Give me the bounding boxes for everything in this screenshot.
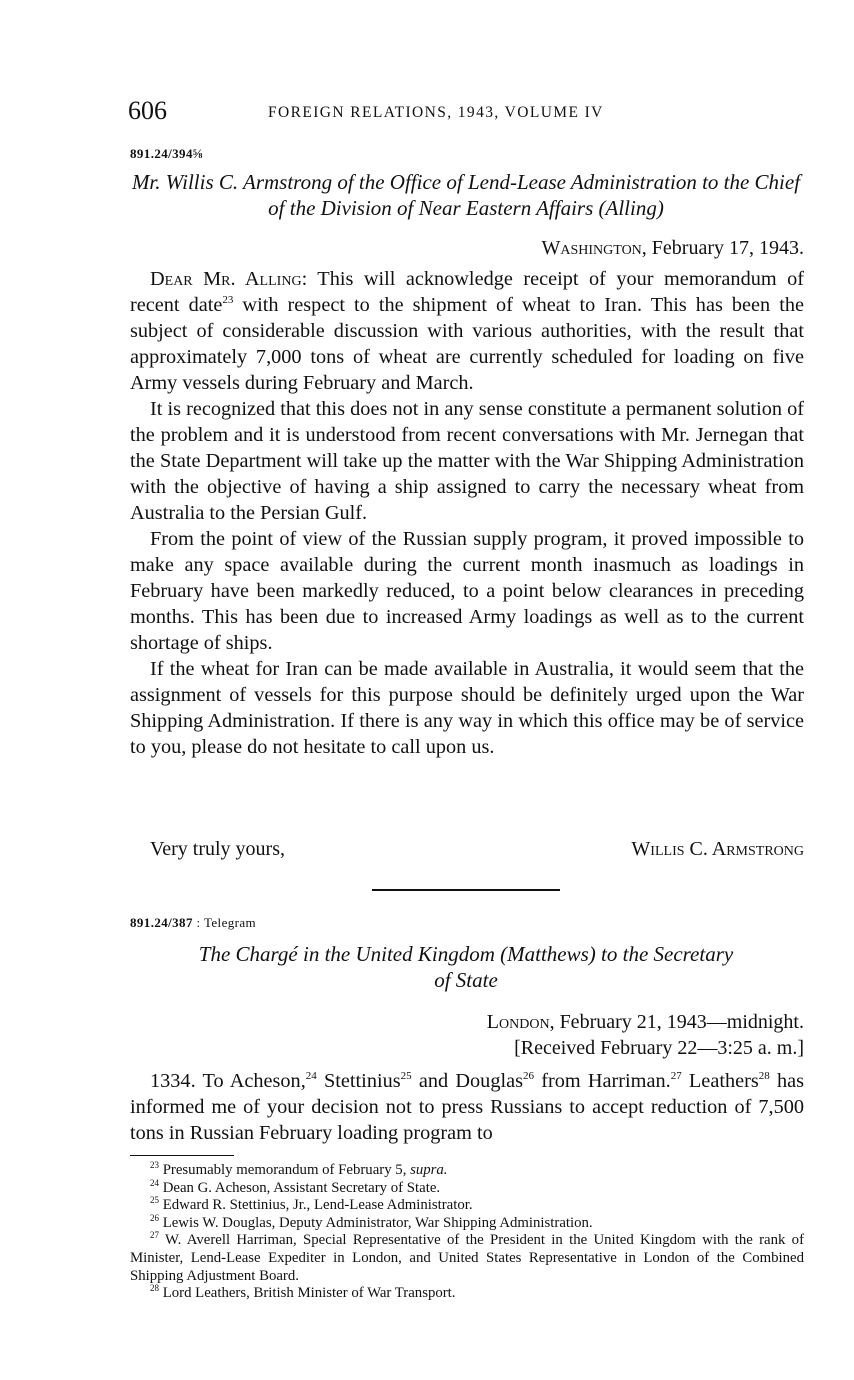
footnote-rule	[130, 1155, 234, 1156]
footnotes	[130, 1162, 804, 1303]
section-divider	[372, 889, 560, 891]
signature: Willis C. Armstrong	[631, 838, 804, 860]
paragraph-1-text-a: : This will acknowledge receipt of your memorandum of recent date	[130, 268, 804, 316]
telegram-text-5: Leathers	[681, 1070, 759, 1092]
footnote-text: Presumably memorandum of February 5,	[162, 1162, 411, 1178]
footnote-text: Lord Leathers, British Minister of War Transport.	[162, 1285, 456, 1302]
telegram-text-1: 1334. To Acheson,	[150, 1070, 306, 1092]
footnote-23	[130, 1162, 804, 1180]
footnote-ref-28: 28	[758, 1070, 770, 1083]
telegram-text-2: Stettinius	[316, 1070, 401, 1092]
footnote-number: 26	[150, 1212, 159, 1223]
footnote-ref-23: 23	[222, 294, 234, 307]
closing: Very truly yours,	[150, 838, 285, 860]
file-number-2-suffix: : Telegram	[192, 915, 257, 930]
footnote-24	[130, 1177, 804, 1198]
received-line: [Received February 22—3:25 a. m.]	[514, 1037, 804, 1059]
paragraph-1-text-b: with respect to the shipment of wheat to Iran. This has been the subject of considerable discussion with various authorities, with the result that approximately 7,000 tons of wheat are currently scheduled for loading on five Army vessels during February and March.	[130, 294, 804, 394]
footnote-26	[130, 1212, 804, 1233]
dateline-2-place: London	[486, 1011, 550, 1033]
file-number-2-id: 891.24/387	[130, 915, 193, 930]
dateline-2	[487, 1011, 804, 1034]
paragraph-4: If the wheat for Iran can be made available in Australia, it would seem that the assignment of vessels for this purpose should be definitely urged upon the War Shipping Administration. If there is any way in which this office may be of service to you, please do not hesitate to call upon us.	[130, 658, 804, 758]
salutation: Dear Mr. Alling	[150, 268, 302, 290]
footnote-text: Lewis W. Douglas, Deputy Administrator, War Shipping Administration.	[162, 1214, 593, 1231]
footnote-number: 24	[150, 1177, 159, 1188]
telegram-body	[130, 1068, 804, 1146]
footnote-ref-26: 26	[523, 1070, 534, 1083]
heading-2-line-1: The Chargé in the United Kingdom (Matthews) to the Secretary	[198, 942, 734, 966]
dateline-2-date: , February 21, 1943—midnight.	[549, 1011, 804, 1033]
telegram-text-6: has informed me of your decision not to press Russians to accept reduction of 7,500 tons in Russian February loading program to	[130, 1070, 805, 1144]
paragraph-1	[130, 266, 804, 396]
footnote-number: 23	[150, 1160, 159, 1171]
dateline-1	[542, 237, 805, 260]
heading-2-line-2: of State	[434, 968, 498, 992]
paragraph-2: It is recognized that this does not in any sense constitute a permanent solution of the problem and it is understood from recent conversations with Mr. Jernegan that the State Department will take up the matter with the War Shipping Administration with the objective of having a ship assigned to carry the necessary wheat from Australia to the Persian Gulf.	[130, 398, 804, 524]
document-heading-1: Mr. Willis C. Armstrong of the Office of Lend-Lease Administration to the Chief of the Division of Near Eastern Affairs (Alling)	[131, 170, 801, 220]
footnote-number: 27	[150, 1230, 159, 1241]
footnote-ref-25: 25	[400, 1070, 412, 1083]
letter-body	[130, 266, 804, 760]
footnote-ref-24: 24	[305, 1070, 317, 1083]
footnote-28	[130, 1285, 804, 1303]
footnote-number: 28	[150, 1283, 159, 1294]
telegram-text-4: from Harriman.	[534, 1070, 671, 1092]
file-number-1: 891.24/394⅝	[130, 146, 204, 161]
footnote-ref-27: 27	[670, 1070, 682, 1083]
file-number-2	[130, 915, 256, 931]
dateline-place: Washington	[541, 237, 642, 259]
telegram-paragraph	[130, 1068, 804, 1146]
paragraph-3: From the point of view of the Russian supply program, it proved impossible to make any space available during the current month inasmuch as loadings in February have been markedly reduced, to a point below clearances in preceding months. This has been due to increased Army loadings as well as to the current shortage of ships.	[130, 528, 804, 654]
footnote-text-italic: supra.	[410, 1162, 448, 1178]
telegram-text-3: and Douglas	[411, 1070, 523, 1092]
page-number: 606	[128, 96, 167, 125]
document-heading-2	[128, 941, 804, 993]
dateline-date: , February 17, 1943.	[641, 237, 804, 259]
footnote-text: W. Averell Harriman, Special Representative of the President in the United Kingdom with the rank of Minister, Lend-Lease Expediter in London, and United States Representative in London of the Combined Shipping Adjustment Board.	[130, 1232, 804, 1284]
footnote-text: Edward R. Stettinius, Jr., Lend-Lease Administrator.	[162, 1197, 473, 1214]
footnote-27	[130, 1232, 804, 1285]
footnote-number: 25	[150, 1195, 159, 1206]
footnote-25	[130, 1197, 804, 1215]
running-title: FOREIGN RELATIONS, 1943, VOLUME IV	[268, 104, 604, 121]
footnote-text: Dean G. Acheson, Assistant Secretary of State.	[162, 1179, 441, 1196]
